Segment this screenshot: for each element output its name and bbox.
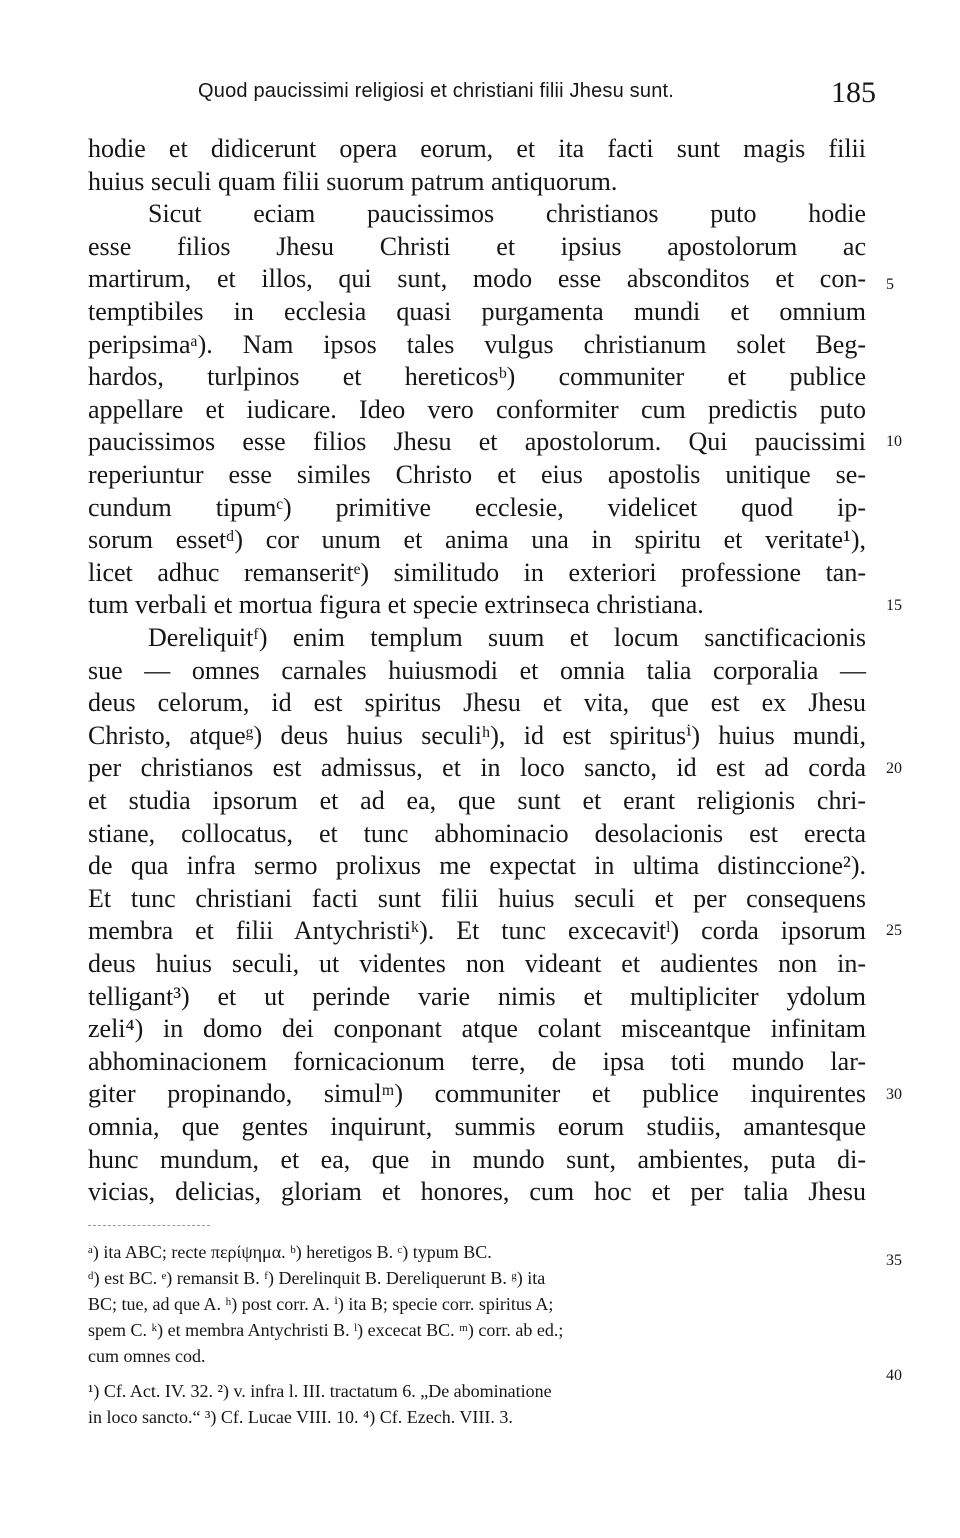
text-line: de qua infra sermo prolixus me expectat in ultima distinccione²). xyxy=(88,851,866,881)
text-line: peripsimaᵃ). Nam ipsos tales vulgus christianum solet Beg- xyxy=(88,329,866,359)
margin-line-number: 30 xyxy=(886,1086,902,1103)
text-line: et studia ipsorum et ad ea, que sunt et erant religionis chri- xyxy=(88,786,866,815)
text-line: hunc mundum, et ea, que in mundo sunt, ambientes, puta di- xyxy=(88,1144,866,1174)
text-line: appellare et iudicare. Ideo vero conformiter cum predictis puto xyxy=(88,394,866,424)
text-line: per christianos est admissus, et in loco sancto, id est ad corda xyxy=(88,753,866,783)
footnote-line: ᵃ) ita ABC; recte περίψημα. ᵇ) heretigos B. ᶜ) typum BC. xyxy=(88,1242,492,1262)
text-line: tum verbali et mortua figura et specie extrinseca christiana. xyxy=(88,590,704,620)
text-line: reperiuntur esse similes Christo et eius apostolis unitique se- xyxy=(88,460,866,489)
footnote-rule xyxy=(88,1225,210,1226)
footnote-line: in loco sancto.“ ³) Cf. Lucae VIII. 10. ⁴) Cf. Ezech. VIII. 3. xyxy=(88,1407,513,1427)
margin-line-number: 25 xyxy=(886,922,902,939)
text-line: temptibiles in ecclesia quasi purgamenta mundi et omnium xyxy=(88,297,866,326)
text-line: telligant³) et ut perinde varie nimis et multipliciter ydolum xyxy=(88,981,866,1011)
text-line: vicias, delicias, gloriam et honores, cum hoc et per talia Jhesu xyxy=(88,1177,866,1207)
text-line: cundum tipumᶜ) primitive ecclesie, videlicet quod ip- xyxy=(88,492,866,522)
margin-line-number: 20 xyxy=(886,760,902,777)
margin-line-number: 35 xyxy=(886,1252,902,1269)
text-line: giter propinando, simulᵐ) communiter et publice inquirentes xyxy=(88,1079,866,1109)
margin-line-number: 10 xyxy=(886,433,902,450)
text-line: sorum essetᵈ) cor unum et anima una in spiritu et veritate¹), xyxy=(88,525,866,555)
text-line: martirum, et illos, qui sunt, modo esse absconditos et con- xyxy=(88,264,866,294)
text-line: Christo, atqueᵍ) deus huius seculiʰ), id est spiritusⁱ) huius mundi, xyxy=(88,720,866,750)
margin-line-number: 5 xyxy=(886,276,894,293)
footnote-line: BC; tue, ad que A. ʰ) post corr. A. ⁱ) ita B; specie corr. spiritus A; xyxy=(88,1294,554,1314)
footnote-line: ᵈ) est BC. ᵉ) remansit B. ᶠ) Derelinquit B. Dereliquerunt B. ᵍ) ita xyxy=(88,1268,546,1288)
text-line: paucissimos esse filios Jhesu et apostolorum. Qui paucissimi xyxy=(88,427,866,457)
text-line: licet adhuc remanseritᵉ) similitudo in exteriori professione tan- xyxy=(88,557,866,587)
text-line: zeli⁴) in domo dei conponant atque colant misceantque infinitam xyxy=(88,1014,866,1044)
text-line: deus huius seculi, ut videntes non videant et audientes non in- xyxy=(88,949,866,978)
text-line: deus celorum, id est spiritus Jhesu et vita, que est ex Jhesu xyxy=(88,688,866,718)
text-line: sue — omnes carnales huiusmodi et omnia talia corporalia — xyxy=(88,655,866,685)
text-line: Sicut eciam paucissimos christianos puto hodie xyxy=(148,199,866,229)
margin-line-number: 15 xyxy=(886,597,902,614)
running-title: Quod paucissimi religiosi et christiani filii Jhesu sunt. xyxy=(198,80,675,102)
text-line: hardos, turlpinos et hereticosᵇ) communiter et publice xyxy=(88,362,866,392)
margin-line-number: 40 xyxy=(886,1367,902,1384)
text-line: membra et filii Antychristiᵏ). Et tunc excecavitˡ) corda ipsorum xyxy=(88,916,866,946)
running-head xyxy=(88,76,876,112)
text-line: huius seculi quam filii suorum patrum antiquorum. xyxy=(88,166,618,196)
text-line: Et tunc christiani facti sunt filii huius seculi et per consequens xyxy=(88,883,866,913)
text-line: esse filios Jhesu Christi et ipsius apostolorum ac xyxy=(88,231,866,261)
footnote-line: ¹) Cf. Act. IV. 32. ²) v. infra l. III. tractatum 6. „De abominatione xyxy=(88,1381,552,1401)
text-line: abhominacionem fornicacionum terre, de ipsa toti mundo lar- xyxy=(88,1046,866,1076)
text-line: omnia, que gentes inquirunt, summis eorum studiis, amantesque xyxy=(88,1112,866,1141)
text-line: hodie et didicerunt opera eorum, et ita facti sunt magis filii xyxy=(88,134,866,163)
text-line: stiane, collocatus, et tunc abhominacio desolacionis est erecta xyxy=(88,818,866,848)
text-line: Dereliquitᶠ) enim templum suum et locum sanctificacionis xyxy=(148,623,866,652)
page-number: 185 xyxy=(831,76,876,109)
footnote-line: cum omnes cod. xyxy=(88,1346,206,1366)
footnote-line: spem C. ᵏ) et membra Antychristi B. ˡ) excecat BC. ᵐ) corr. ab ed.; xyxy=(88,1320,564,1340)
